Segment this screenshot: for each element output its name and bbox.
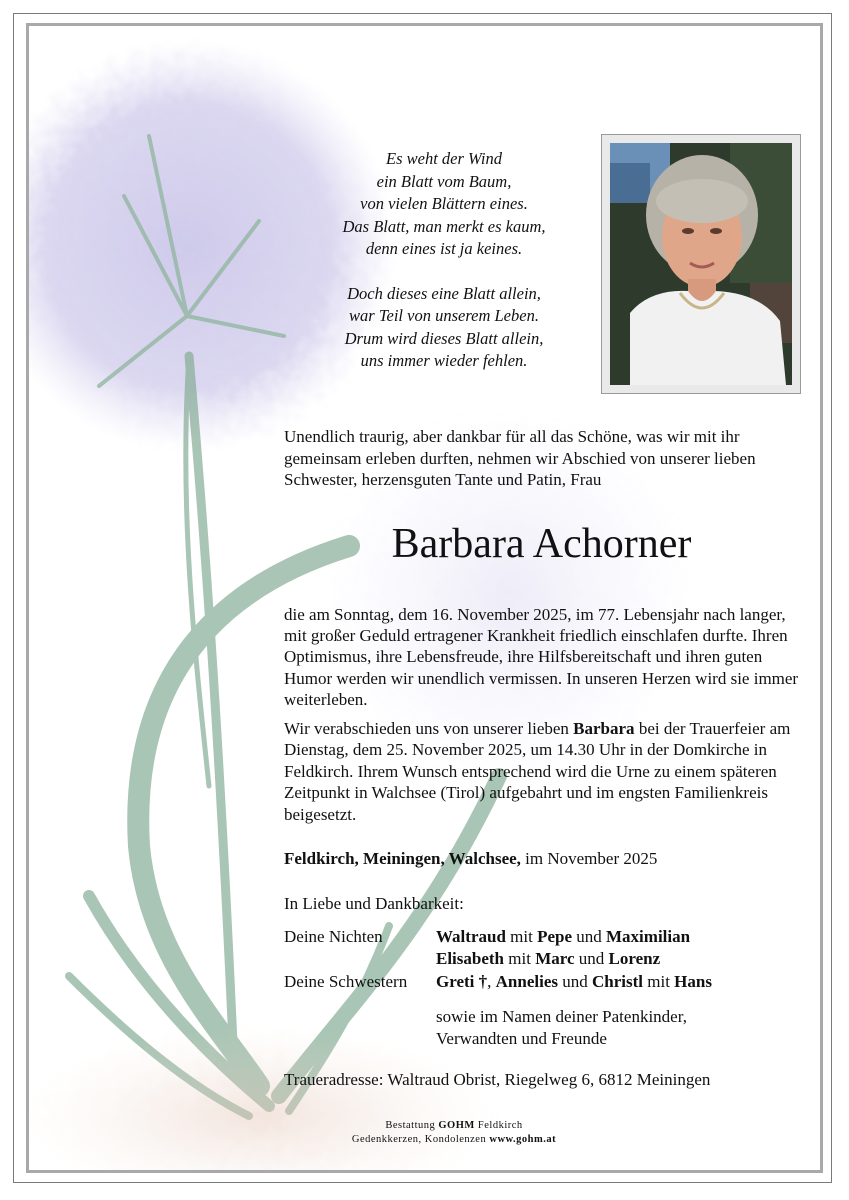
poem-line: ein Blatt vom Baum, xyxy=(376,171,512,191)
poem-stanza-1 xyxy=(309,148,579,261)
funeral-paragraph xyxy=(284,718,809,825)
nieces-line-1 xyxy=(436,927,690,947)
deceased-name: Barbara Achorner xyxy=(391,521,692,567)
relative-name: Lorenz xyxy=(608,949,661,968)
poem-line: von vielen Blättern eines. xyxy=(360,194,528,213)
funeral-text: Wir verabschieden uns von unserer lieben xyxy=(284,719,574,738)
thanks-heading: In Liebe und Dankbarkeit: xyxy=(284,894,464,913)
poem-line: Es weht der Wind xyxy=(386,149,502,168)
relative-name: Pepe xyxy=(537,927,573,946)
relative-name: Waltraud xyxy=(436,927,506,946)
poem-line: denn eines ist ja keines. xyxy=(365,239,523,258)
date-text: im November 2025 xyxy=(520,849,658,868)
place-names: Feldkirch, Meiningen, Walchsee, xyxy=(284,849,521,868)
connector: mit xyxy=(643,972,675,991)
footer-text: Bestattung xyxy=(385,1120,439,1131)
portrait-frame xyxy=(601,134,801,394)
funeral-text: bei der Trauerfeier am Dienstag, dem 25. November 2025, um 14.30 Uhr in der Domkirche in Feldkirch. Ihrem Wunsch entsprechend wird die Urne zu einem späteren Zeitpunkt in Walchsee (Tirol) aufgebahrt und im engsten Familienkreis beigesetzt. xyxy=(284,719,791,824)
relative-name: Marc xyxy=(535,949,575,968)
nieces-line-2 xyxy=(436,949,660,969)
mourning-address: Traueradresse: Waltraud Obrist, Riegelweg 6, 6812 Meiningen xyxy=(284,1070,711,1089)
poem-line: uns immer wieder fehlen. xyxy=(360,351,528,370)
connector: und xyxy=(574,949,609,968)
funeral-home-footer xyxy=(319,1119,589,1147)
place-and-date xyxy=(284,848,657,870)
ground-wash xyxy=(29,1026,499,1170)
poem-line: war Teil von unserem Leben. xyxy=(349,306,539,325)
others-line: sowie im Namen deiner Patenkinder, xyxy=(436,1007,687,1026)
poem-stanza-2 xyxy=(309,283,579,373)
connector: und xyxy=(572,927,607,946)
others-text xyxy=(436,1006,687,1050)
poem-line: Drum wird dieses Blatt allein, xyxy=(344,328,544,348)
funeral-home-name: GOHM xyxy=(438,1120,475,1131)
connector: und xyxy=(558,972,592,991)
poem-line: Doch dieses eine Blatt allein, xyxy=(347,283,541,303)
others-line: Verwandten und Freunde xyxy=(436,1029,607,1048)
death-notice-paragraph: die am Sonntag, dem 16. November 2025, im 77. Lebensjahr nach langer, mit großer Geduld ertragener Krankheit friedlich einschlafen durfte. Ihren Optimismus, ihre Lebensfreude, ihre Hilfsbereitschaft und ihren guten Humor werden wir unendlich vermissen. In unseren Herzen wird sie immer weiterleben. xyxy=(284,605,799,709)
connector: mit xyxy=(505,927,538,946)
poem-line: Das Blatt, man merkt es kaum, xyxy=(342,216,546,236)
sisters-label: Deine Schwestern xyxy=(284,972,408,991)
poem xyxy=(309,148,579,395)
relative-name: Hans xyxy=(674,972,712,991)
relative-name: Greti † xyxy=(436,972,488,991)
connector: , xyxy=(487,972,496,991)
sisters-line xyxy=(436,972,712,992)
footer-text: Gedenkkerzen, Kondolenzen xyxy=(351,1134,490,1145)
relative-name: Elisabeth xyxy=(436,949,505,968)
intro-text: Unendlich traurig, aber dankbar für all das Schöne, was wir mit ihr gemeinsam erleben durften, nehmen wir Abschied von unserer lieben Schwester, herzensguten Tante und Patin, Frau xyxy=(284,427,756,489)
funeral-name: Barbara xyxy=(573,719,635,738)
nieces-label: Deine Nichten xyxy=(284,927,383,946)
portrait-photo xyxy=(610,143,792,385)
connector: mit xyxy=(504,949,536,968)
footer-text: Feldkirch xyxy=(474,1120,523,1131)
obituary-card xyxy=(26,23,823,1173)
relative-name: Maximilian xyxy=(606,927,691,946)
website-link[interactable]: www.gohm.at xyxy=(489,1134,557,1145)
relative-name: Annelies xyxy=(495,972,558,991)
relative-name: Christl xyxy=(592,972,643,991)
